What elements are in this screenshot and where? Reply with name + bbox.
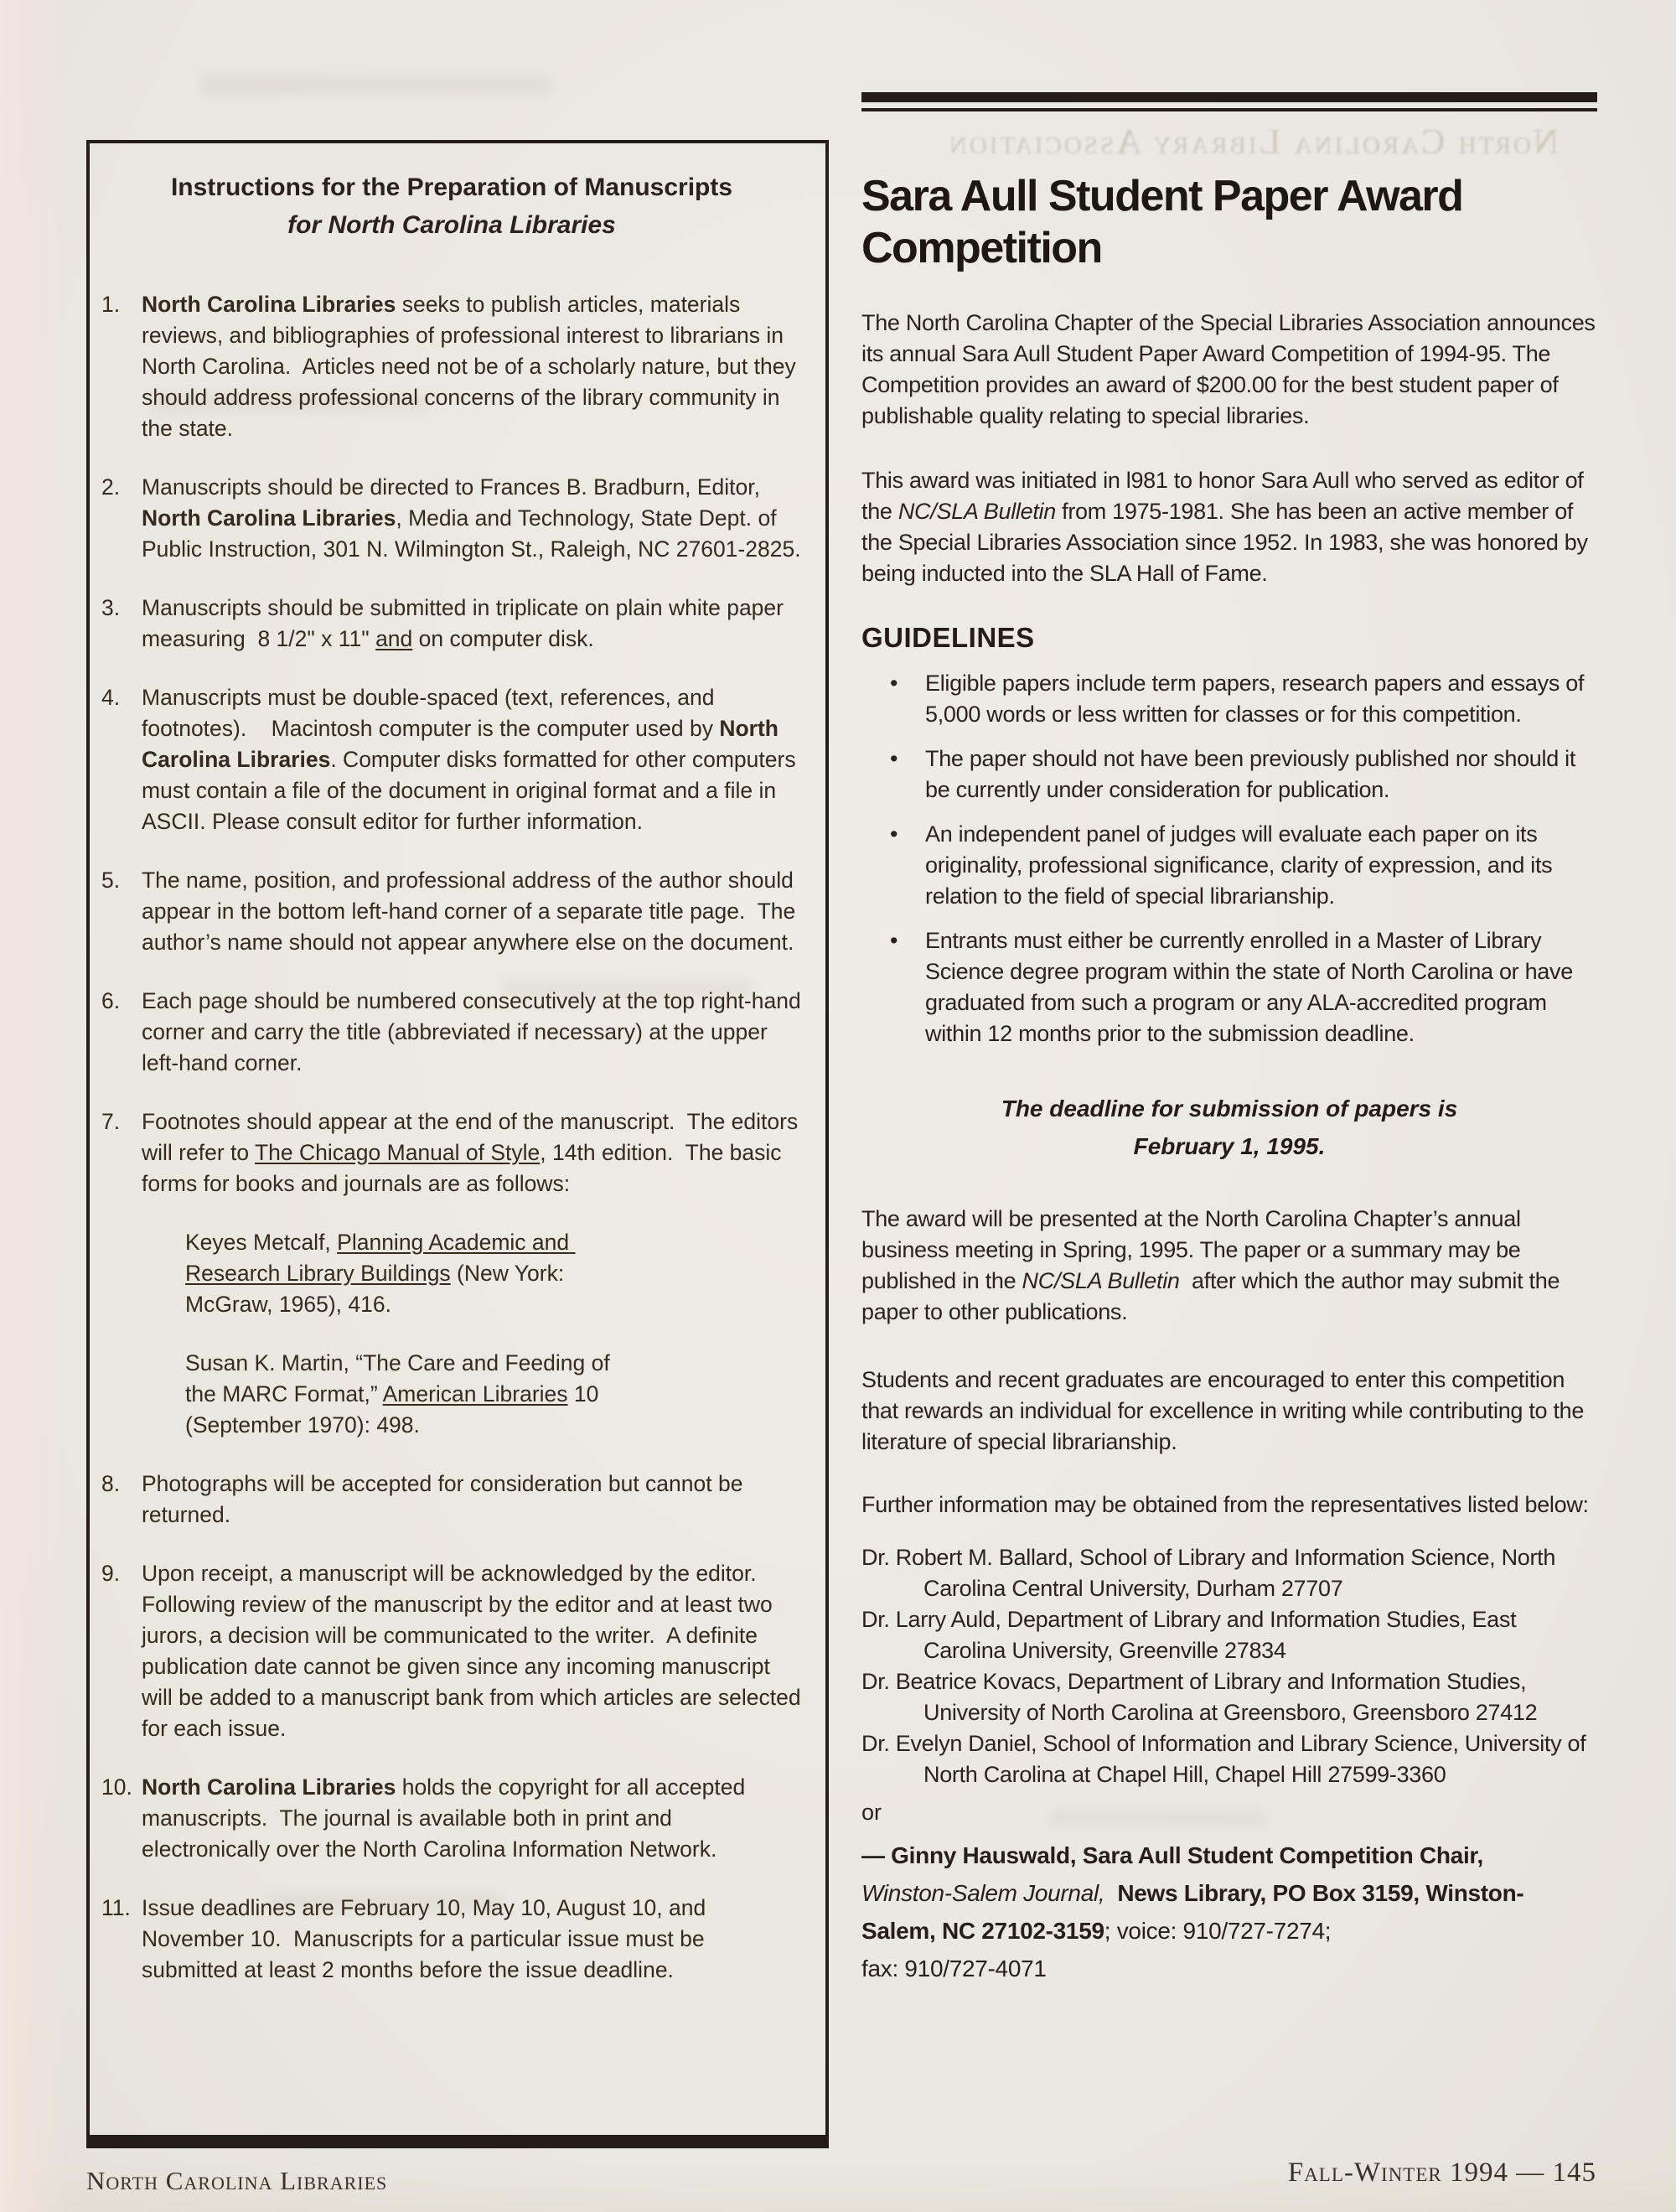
item-number: 8. [101,1471,121,1496]
text-segment: Students and recent graduates are encouraged to enter this competition that rewards an individual for excellence in writing while contributing to the literature of special librarianship. [861,1367,1591,1454]
representative-entry [861,1728,1597,1790]
text-segment: North Carolina Libraries [142,716,785,772]
article-title-line2: Competition [861,224,1102,272]
text-segment: seeks to publish articles, materials reviews, and bibliographies of professional interest to librarians in North Carolina. Articles need not be of a scholarly nature, but they should address professional concerns of the library community in the state. [142,292,803,441]
text-segment: Further information may be obtained from the representatives listed below: [861,1492,1589,1517]
bleed-through-ghost-text: North Carolina Library Association [946,123,1560,162]
instruction-item [101,472,802,565]
text-segment: . Computer disks formatted for other computers must contain a file of the document in original format and a file in ASCII. Please consult editor for further information. [142,747,802,834]
text-segment: Manuscripts must be double-spaced (text, references, and footnotes). Macintosh computer is the computer used by [142,685,721,741]
article-title-line1: Sara Aull Student Paper Award [861,172,1463,220]
item-number: 4. [101,685,121,710]
bullet-icon: • [890,928,898,953]
text-segment: — Ginny Hauswald, Sara Aull Student Competition Chair, [861,1842,1483,1868]
item-text [142,1558,807,1744]
text-segment: (New York: McGraw, 1965), 416. [185,1261,571,1317]
guideline-bullet [861,819,1597,912]
text-segment: Manuscripts should be submitted in triplicate on plain white paper measuring 8 1/2" x 11" [142,595,790,651]
item-text [142,472,802,565]
instruction-item [101,1558,807,1744]
instructions-title-line2 [101,206,802,244]
item-text [142,682,802,837]
item-number: 1. [101,292,121,317]
article-intro [861,308,1601,589]
bullet-icon: • [890,821,898,847]
footer-issue-page: Fall-Winter 1994 — 145 [1287,2158,1596,2188]
text-segment: Eligible papers include term papers, research papers and essays of 5,000 words or less written for classes or for this competition. [925,671,1591,727]
text-segment: NC/SLA Bulletin [897,499,1056,524]
item-number: 11. [101,1895,131,1920]
instructions-title-line1: Instructions for the Preparation of Manuscripts [170,174,733,201]
item-number: 6. [101,988,121,1013]
or-label: or [861,1800,882,1825]
representative-entry [861,1542,1597,1604]
text-segment: This award was initiated in l981 to honor Sara Aull who served as editor of the [861,468,1590,524]
top-rule-thin [861,108,1597,111]
text-segment: North Carolina Libraries [142,1774,396,1800]
representatives-list [861,1542,1597,1790]
text-segment: NC/SLA Bulletin [1022,1268,1180,1293]
item-text [142,986,808,1079]
instruction-item [101,593,802,655]
representative-entry [861,1604,1597,1666]
citation-example [185,1227,643,1320]
text-segment: for North Carolina Libraries [287,211,616,239]
item-text [142,1469,802,1531]
instruction-item [101,682,802,837]
text-segment: , Media and Technology, State Dept. of Public Instruction, 301 N. Wilmington St., Raleigh, NC 27601-2825. [142,505,801,562]
students-paragraph [861,1365,1597,1458]
article-paragraph [861,308,1601,432]
text-segment: from 1975-1981. She has been an active member of the Special Libraries Association since 1952. In 1983, she was honored by being inducted into the SLA Hall of Fame. [861,499,1594,586]
instructions-title [101,168,802,244]
item-number: 3. [101,595,121,620]
article-column [861,0,1601,1987]
text-segment: The North Carolina Chapter of the Special Libraries Association announces its annual Sara Aull Student Paper Award Competition of 1994-95. The Competition provides an award of $200.00 for the best student paper of publishable quality relating to special libraries. [861,310,1601,428]
text-segment: Susan K. Martin, “The Care and Feeding of the MARC Format,” [185,1350,617,1406]
guideline-bullet [861,925,1597,1049]
text-segment: The paper should not have been previously published nor should it be currently under consideration for publication. [925,746,1582,802]
guideline-bullet [861,743,1597,806]
text-segment: ; voice: 910/727-7274; [1104,1918,1332,1944]
item-text [142,1893,802,1986]
text-segment [1104,1880,1117,1906]
text-segment: An independent panel of judges will evaluate each paper on its originality, professional significance, clarity of expression, and its relation to the field of special librarianship. [925,821,1559,909]
text-segment: Upon receipt, a manuscript will be acknowledged by the editor. Following review of the manuscript by the editor and at least two jurors, a decision will be communicated to the writer. A definite publication date cannot be given since any incoming manuscript will be added to a manuscript bank from which articles are selected for each issue. [142,1561,807,1741]
text-segment: Issue deadlines are February 10, May 10, August 10, and November 10. Manuscripts for a particular issue must be submitted at least 2 months before the issue deadline. [142,1895,712,1982]
instruction-item [101,1469,802,1531]
instruction-item [101,1893,802,1986]
bullet-text [925,743,1597,806]
text-segment: North Carolina Libraries [142,505,396,531]
item-text [142,865,802,958]
bullet-text [925,925,1597,1049]
text-segment: Dr. Robert M. Ballard, School of Library and Information Science, North Carolina Central University, Durham 27707 [861,1545,1562,1601]
citation-example [185,1348,643,1441]
text-segment: The name, position, and professional address of the author should appear in the bottom left-hand corner of a separate title page. The author’s name should not appear anywhere else on the document. [142,868,802,955]
deadline-notice [861,1090,1597,1165]
bullet-icon: • [890,671,898,696]
item-number: 2. [101,474,121,500]
item-text [142,1106,802,1199]
text-segment: Photographs will be accepted for consideration but cannot be returned. [142,1471,749,1527]
text-segment: Footnotes should appear at the end of the manuscript. The editors will refer to [142,1109,804,1165]
instruction-item [101,986,808,1079]
representative-entry [861,1666,1597,1728]
text-segment: Dr. Evelyn Daniel, School of Information and Library Science, University of North Carolina at Chapel Hill, Chapel Hill 27599-3360 [861,1731,1592,1787]
item-number: 5. [101,868,121,893]
item-number: 9. [101,1561,121,1586]
footer-journal-name: North Carolina Libraries [86,2166,388,2195]
text-segment: North Carolina Libraries [142,292,396,317]
further-info-paragraph [861,1489,1597,1520]
item-text [142,289,802,444]
deadline-line2: February 1, 1995. [1133,1133,1326,1159]
instructions-box [86,140,829,2148]
text-segment: Dr. Beatrice Kovacs, Department of Library and Information Studies, University of North Carolina at Greensboro, Greensboro 27412 [861,1669,1538,1725]
text-segment: Keyes Metcalf, [185,1230,338,1255]
top-rule-thick [861,92,1597,102]
text-segment: Dr. Larry Auld, Department of Library and Information Studies, East Carolina University, Greenville 27834 [861,1607,1523,1663]
text-segment: fax: 910/727-4071 [861,1956,1047,1981]
deadline-line1: The deadline for submission of papers is [1001,1096,1458,1122]
instructions-list [101,289,808,1986]
contact-closing [861,1836,1597,1987]
text-segment: The award will be presented at the North Carolina Chapter’s annual business meeting in Spring, 1995. The paper or a summary may be published in the [861,1206,1527,1293]
item-text [142,1772,802,1865]
text-segment: Entrants must either be currently enrolled in a Master of Library Science degree program within the state of North Carolina or have graduated from such a program or any ALA-accredited program within 12 months prior to the submission deadline. [925,928,1580,1046]
text-segment: Manuscripts should be directed to Frances B. Bradburn, Editor, [142,474,767,500]
text-segment: 10 (September 1970): 498. [185,1381,605,1438]
instruction-item [101,865,802,958]
instruction-item [101,1772,802,1865]
guidelines-heading: GUIDELINES [861,622,1035,653]
bleed-through-artifact [201,75,553,96]
text-segment: , 14th edition. The basic forms for books and journals are as follows: [142,1140,788,1196]
text-segment: News Library, PO Box 3159, Winston-Salem, NC 27102-3159 [861,1880,1524,1944]
text-segment: Planning Academic and Research Library Buildings [185,1230,576,1286]
text-segment: and [375,626,413,651]
text-segment: Winston-Salem Journal, [861,1880,1105,1906]
article-paragraph [861,465,1597,589]
text-segment: The Chicago Manual of Style [255,1140,541,1165]
item-number: 10. [101,1774,132,1800]
text-segment: on computer disk. [412,626,594,651]
bullet-text [925,668,1597,730]
guidelines-list [861,668,1597,1049]
text-segment: American Libraries [382,1381,568,1406]
item-number: 7. [101,1109,121,1134]
award-paragraph [861,1204,1597,1328]
guideline-bullet [861,668,1597,730]
bullet-icon: • [890,746,898,771]
text-segment: Each page should be numbered consecutively at the top right-hand corner and carry the title (abbreviated if necessary) at the upper left-hand corner. [142,988,808,1075]
instruction-item [101,1106,802,1199]
instruction-item [101,289,802,444]
text-segment: holds the copyright for all accepted manuscripts. The journal is available both in print and electronically over the North Carolina Information Network. [142,1774,752,1862]
item-text [142,593,802,655]
text-segment: after which the author may submit the paper to other publications. [861,1268,1566,1324]
article-title [861,170,1597,274]
bullet-text [925,819,1597,912]
